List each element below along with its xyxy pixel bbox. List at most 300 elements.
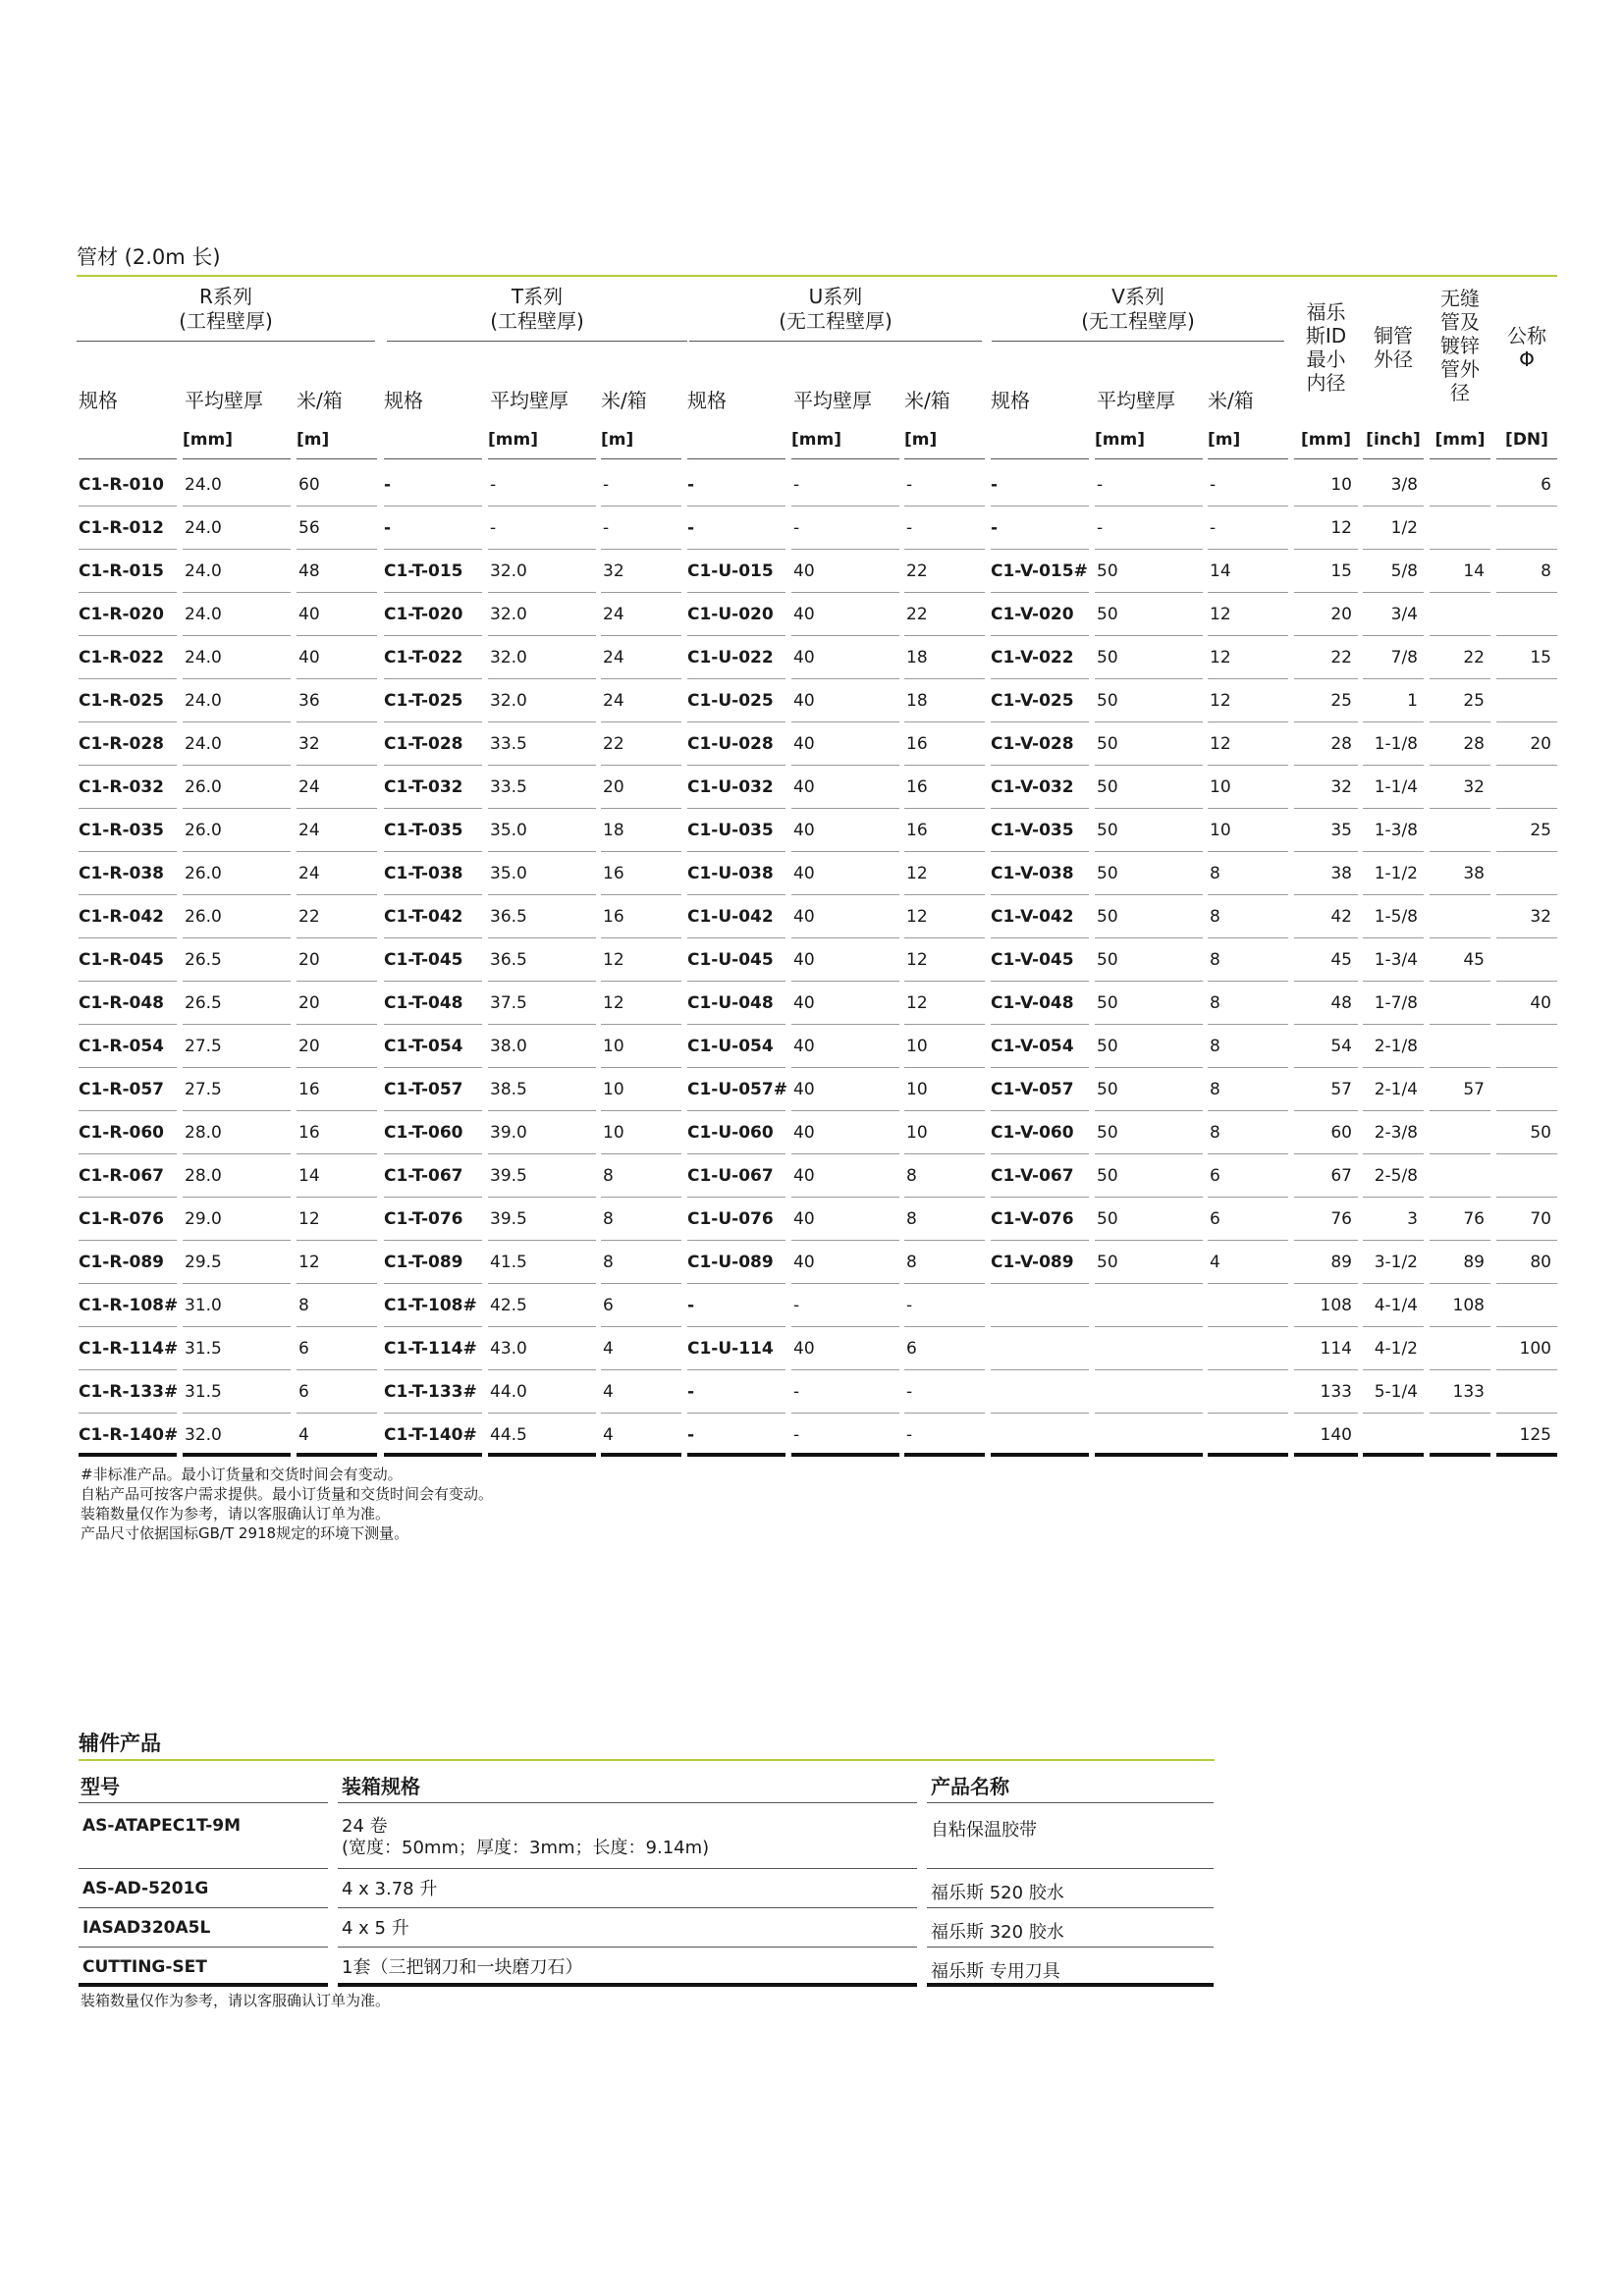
col-header-steel-pipe-od-line: 镀锌 [1440,334,1480,357]
col-header-armaflex-id-line: 最小 [1306,347,1346,371]
wall-thickness: 40 [791,982,899,1025]
spec-code: C1-T-067 [384,1154,482,1198]
nominal-dn: 40 [1496,982,1557,1025]
acc-packing [338,1908,917,1948]
series-group-header [689,285,982,334]
wall-thickness [1095,1414,1203,1457]
unit-cell-empty [991,420,1089,459]
col-header-armaflex-id-line: 福乐 [1306,300,1346,324]
armaflex-id: 12 [1294,507,1358,550]
meters-per-box: 60 [297,463,377,507]
wall-thickness: 24.0 [183,593,291,636]
wall-thickness: 40 [791,1327,899,1370]
copper-od-inch: 2-5/8 [1363,1154,1424,1198]
wall-thickness: 39.5 [488,1198,596,1241]
armaflex-id: 48 [1294,982,1358,1025]
meters-per-box: 40 [297,593,377,636]
wall-thickness: 50 [1095,1068,1203,1111]
acc-header-name: 产品名称 [931,1775,1009,1798]
wall-thickness: 31.5 [183,1370,291,1414]
col-header-steel-pipe-od-line: 管外 [1440,357,1480,381]
steel-pipe-od [1430,1414,1490,1457]
acc-model: IASAD320A5L [79,1908,328,1948]
meters-per-box: 24 [297,766,377,809]
copper-od-inch: 3-1/2 [1363,1241,1424,1284]
wall-thickness: 26.5 [183,938,291,982]
series-wall-type: (无工程壁厚) [779,309,893,333]
copper-od-inch: 2-1/8 [1363,1025,1424,1068]
meters-per-box: 40 [297,636,377,679]
spec-code: C1-V-022 [991,636,1089,679]
spec-code: C1-U-076 [687,1198,785,1241]
pipes-title-rule [77,275,1557,277]
spec-code: C1-T-025 [384,679,482,722]
spec-code: - [687,507,785,550]
meters-per-box: 16 [904,722,985,766]
spec-code: C1-R-133# [79,1370,177,1414]
pipe-note-line: 装箱数量仅作为参考，请以客服确认订单为准。 [81,1505,391,1522]
meters-per-box: 8 [1208,895,1288,938]
nominal-dn: 20 [1496,722,1557,766]
series-group-rule [689,341,982,342]
meters-per-box: 16 [904,809,985,852]
col-header-spec: 规格 [384,389,423,412]
armaflex-id: 76 [1294,1198,1358,1241]
unit-m: [m] [297,420,377,459]
steel-pipe-od: 25 [1430,679,1490,722]
series-group-header [992,285,1284,334]
meters-per-box: 24 [601,636,681,679]
wall-thickness: 27.5 [183,1068,291,1111]
meters-per-box: - [1208,507,1288,550]
armaflex-id: 38 [1294,852,1358,895]
meters-per-box: 12 [601,982,681,1025]
steel-pipe-od: 22 [1430,636,1490,679]
col-header-copper-od-line: 铜管 [1374,324,1413,347]
spec-code: C1-V-015# [991,550,1089,593]
spec-code: C1-T-038 [384,852,482,895]
spec-code: C1-V-057 [991,1068,1089,1111]
meters-per-box: 8 [601,1198,681,1241]
meters-per-box: 18 [904,679,985,722]
spec-code: C1-T-022 [384,636,482,679]
wall-thickness: 50 [1095,1025,1203,1068]
series-wall-type: (无工程壁厚) [1081,309,1195,333]
wall-thickness: 50 [1095,722,1203,766]
meters-per-box [1208,1370,1288,1414]
copper-od-inch: 1-3/8 [1363,809,1424,852]
wall-thickness: 41.5 [488,1241,596,1284]
wall-thickness: 28.0 [183,1154,291,1198]
meters-per-box: 8 [1208,852,1288,895]
unit-cell-empty [79,420,177,459]
unit-mm: [mm] [1294,420,1358,459]
spec-code: C1-U-020 [687,593,785,636]
spec-code: C1-V-045 [991,938,1089,982]
meters-per-box: 12 [1208,722,1288,766]
acc-product-name: 福乐斯 320 胶水 [927,1908,1214,1948]
spec-code: C1-R-076 [79,1198,177,1241]
meters-per-box: 18 [601,809,681,852]
wall-thickness: 40 [791,722,899,766]
spec-code: C1-R-038 [79,852,177,895]
wall-thickness [1095,1284,1203,1327]
meters-per-box: 8 [1208,1025,1288,1068]
spec-code: C1-R-114# [79,1327,177,1370]
spec-code: C1-T-060 [384,1111,482,1154]
wall-thickness: 50 [1095,593,1203,636]
steel-pipe-od: 89 [1430,1241,1490,1284]
spec-code: C1-U-028 [687,722,785,766]
copper-od-inch: 2-1/4 [1363,1068,1424,1111]
spec-code: C1-V-025 [991,679,1089,722]
meters-per-box: 32 [601,550,681,593]
meters-per-box: 12 [297,1241,377,1284]
meters-per-box: 56 [297,507,377,550]
nominal-dn [1496,1370,1557,1414]
spec-code: C1-R-032 [79,766,177,809]
wall-thickness: 35.0 [488,852,596,895]
wall-thickness: 40 [791,1198,899,1241]
series-name: R系列 [199,285,252,308]
meters-per-box: 10 [904,1068,985,1111]
spec-code: C1-U-060 [687,1111,785,1154]
spec-code: C1-R-020 [79,593,177,636]
spec-code: C1-R-025 [79,679,177,722]
steel-pipe-od: 38 [1430,852,1490,895]
spec-code: C1-T-042 [384,895,482,938]
meters-per-box [1208,1327,1288,1370]
nominal-dn: 125 [1496,1414,1557,1457]
wall-thickness: 40 [791,1111,899,1154]
wall-thickness: 50 [1095,938,1203,982]
spec-code: C1-V-020 [991,593,1089,636]
spec-code: C1-U-045 [687,938,785,982]
spec-code: C1-V-054 [991,1025,1089,1068]
copper-od-inch: 4-1/2 [1363,1327,1424,1370]
copper-od-inch: 5/8 [1363,550,1424,593]
armaflex-id: 45 [1294,938,1358,982]
copper-od-inch: 5-1/4 [1363,1370,1424,1414]
spec-code: C1-V-032 [991,766,1089,809]
wall-thickness: - [488,463,596,507]
meters-per-box: 24 [601,679,681,722]
col-header-copper-od-line: 外径 [1374,347,1413,371]
wall-thickness: 29.5 [183,1241,291,1284]
wall-thickness [1095,1370,1203,1414]
armaflex-id: 108 [1294,1284,1358,1327]
wall-thickness: - [488,507,596,550]
armaflex-id: 133 [1294,1370,1358,1414]
armaflex-id: 35 [1294,809,1358,852]
unit-mm: [mm] [791,420,899,459]
armaflex-id: 22 [1294,636,1358,679]
nominal-dn: 8 [1496,550,1557,593]
meters-per-box: - [904,1414,985,1457]
spec-code: C1-U-038 [687,852,785,895]
nominal-dn [1496,1025,1557,1068]
acc-packing [338,1948,917,1987]
wall-thickness: 24.0 [183,463,291,507]
nominal-dn [1496,938,1557,982]
meters-per-box: - [1208,463,1288,507]
nominal-dn [1496,1154,1557,1198]
unit-mm: [mm] [488,420,596,459]
spec-code: C1-V-076 [991,1198,1089,1241]
meters-per-box: 16 [601,895,681,938]
col-header-copper-od [1363,324,1424,371]
unit-mm: [mm] [1430,420,1490,459]
spec-code [991,1284,1089,1327]
wall-thickness: 40 [791,852,899,895]
col-header-steel-pipe-od-line: 径 [1450,381,1470,404]
wall-thickness: - [791,1414,899,1457]
wall-thickness: 38.0 [488,1025,596,1068]
accessories-section-title: 辅件产品 [79,1732,161,1755]
wall-thickness: 38.5 [488,1068,596,1111]
copper-od-inch: 1-1/2 [1363,852,1424,895]
acc-packing [338,1869,917,1908]
wall-thickness: 40 [791,593,899,636]
meters-per-box: 16 [601,852,681,895]
nominal-dn: 15 [1496,636,1557,679]
meters-per-box: 20 [297,982,377,1025]
acc-packing [338,1806,917,1869]
meters-per-box: 4 [1208,1241,1288,1284]
accessories-title-rule [79,1759,1215,1761]
spec-code [991,1327,1089,1370]
pipes-section-title: 管材 (2.0m 长) [77,245,221,269]
series-name: V系列 [1111,285,1164,308]
meters-per-box: 4 [601,1414,681,1457]
meters-per-box: 4 [601,1327,681,1370]
copper-od-inch: 1-3/4 [1363,938,1424,982]
spec-code: C1-T-015 [384,550,482,593]
wall-thickness: 50 [1095,1241,1203,1284]
spec-code: C1-R-060 [79,1111,177,1154]
spec-code: C1-R-022 [79,636,177,679]
wall-thickness: 40 [791,1241,899,1284]
spec-code: C1-R-140# [79,1414,177,1457]
series-wall-type: (工程壁厚) [490,309,584,333]
meters-per-box: 12 [904,938,985,982]
meters-per-box [1208,1414,1288,1457]
nominal-dn [1496,593,1557,636]
wall-thickness: 26.0 [183,895,291,938]
spec-code: C1-T-076 [384,1198,482,1241]
steel-pipe-od [1430,1154,1490,1198]
acc-header-rule [338,1802,917,1803]
acc-product-name: 自粘保温胶带 [927,1806,1214,1869]
meters-per-box: 12 [1208,636,1288,679]
meters-per-box: 6 [904,1327,985,1370]
meters-per-box: - [904,1370,985,1414]
wall-thickness: 50 [1095,1154,1203,1198]
col-header-meters-per-box: 米/箱 [297,389,343,412]
acc-header-packing: 装箱规格 [342,1775,420,1798]
steel-pipe-od [1430,895,1490,938]
meters-per-box: 8 [1208,1068,1288,1111]
spec-code: C1-R-042 [79,895,177,938]
wall-thickness: 28.0 [183,1111,291,1154]
acc-header-rule [927,1802,1214,1803]
meters-per-box: 20 [601,766,681,809]
meters-per-box: 10 [601,1025,681,1068]
meters-per-box: 16 [297,1068,377,1111]
spec-code: - [991,463,1089,507]
wall-thickness: 42.5 [488,1284,596,1327]
spec-code: C1-R-054 [79,1025,177,1068]
meters-per-box: 16 [904,766,985,809]
col-header-steel-pipe-od [1430,287,1490,404]
wall-thickness: - [791,1284,899,1327]
spec-code: C1-U-057# [687,1068,785,1111]
copper-od-inch: 1-5/8 [1363,895,1424,938]
meters-per-box: 22 [297,895,377,938]
wall-thickness: - [791,1370,899,1414]
meters-per-box: 12 [297,1198,377,1241]
meters-per-box: 6 [601,1284,681,1327]
unit-m: [m] [1208,420,1288,459]
col-header-meters-per-box: 米/箱 [1208,389,1254,412]
unit-cell-empty [687,420,785,459]
spec-code: C1-R-067 [79,1154,177,1198]
acc-header-model: 型号 [81,1775,120,1798]
wall-thickness: 50 [1095,550,1203,593]
spec-code: - [687,463,785,507]
spec-code: C1-U-032 [687,766,785,809]
spec-code: C1-R-028 [79,722,177,766]
unit-mm: [mm] [183,420,291,459]
nominal-dn [1496,679,1557,722]
acc-model: AS-AD-5201G [79,1869,328,1908]
steel-pipe-od [1430,463,1490,507]
spec-code: C1-U-067 [687,1154,785,1198]
armaflex-id: 54 [1294,1025,1358,1068]
spec-code: C1-R-035 [79,809,177,852]
meters-per-box: 6 [1208,1198,1288,1241]
wall-thickness: 26.0 [183,809,291,852]
meters-per-box: 12 [904,852,985,895]
steel-pipe-od [1430,507,1490,550]
spec-code [991,1414,1089,1457]
meters-per-box: 22 [904,593,985,636]
acc-product-name: 福乐斯 520 胶水 [927,1869,1214,1908]
meters-per-box: - [904,507,985,550]
armaflex-id: 42 [1294,895,1358,938]
nominal-dn: 6 [1496,463,1557,507]
acc-header-rule [79,1802,328,1803]
meters-per-box: 8 [904,1154,985,1198]
armaflex-id: 10 [1294,463,1358,507]
nominal-dn: 70 [1496,1198,1557,1241]
meters-per-box: 24 [297,809,377,852]
wall-thickness: 39.5 [488,1154,596,1198]
wall-thickness: 40 [791,938,899,982]
spec-code: C1-T-140# [384,1414,482,1457]
acc-packing-line: (宽度：50mm；厚度：3mm；长度：9.14m) [342,1838,710,1858]
spec-code: C1-U-022 [687,636,785,679]
meters-per-box: 12 [1208,679,1288,722]
series-name: T系列 [511,285,564,308]
wall-thickness: 26.0 [183,766,291,809]
wall-thickness: - [791,507,899,550]
meters-per-box: 8 [1208,1111,1288,1154]
series-group-rule [77,341,375,342]
spec-code: - [384,507,482,550]
meters-per-box: 10 [904,1111,985,1154]
wall-thickness: 40 [791,636,899,679]
meters-per-box: 20 [297,938,377,982]
unit-m: [m] [904,420,985,459]
spec-code: C1-R-015 [79,550,177,593]
wall-thickness [1095,1327,1203,1370]
spec-code: C1-U-048 [687,982,785,1025]
spec-code: C1-T-028 [384,722,482,766]
wall-thickness: 40 [791,1025,899,1068]
nominal-dn: 25 [1496,809,1557,852]
wall-thickness: 39.0 [488,1111,596,1154]
wall-thickness: 44.0 [488,1370,596,1414]
meters-per-box: - [904,463,985,507]
spec-code: - [991,507,1089,550]
wall-thickness: 43.0 [488,1327,596,1370]
wall-thickness: 33.5 [488,722,596,766]
col-header-armaflex-id-line: 斯ID [1305,324,1347,347]
spec-code: C1-U-042 [687,895,785,938]
meters-per-box: 8 [601,1241,681,1284]
meters-per-box: 8 [601,1154,681,1198]
acc-model: CUTTING-SET [79,1948,328,1987]
spec-code: C1-R-012 [79,507,177,550]
meters-per-box: - [904,1284,985,1327]
nominal-dn [1496,1284,1557,1327]
acc-model: AS-ATAPEC1T-9M [79,1806,328,1869]
acc-product-name: 福乐斯 专用刀具 [927,1948,1214,1987]
meters-per-box: 4 [601,1370,681,1414]
wall-thickness: 31.5 [183,1327,291,1370]
copper-od-inch [1363,1414,1424,1457]
meters-per-box: 32 [297,722,377,766]
copper-od-inch: 3 [1363,1198,1424,1241]
spec-code: C1-U-025 [687,679,785,722]
meters-per-box: 10 [1208,766,1288,809]
meters-per-box: 6 [1208,1154,1288,1198]
spec-code: C1-V-060 [991,1111,1089,1154]
col-header-wall-thickness: 平均壁厚 [490,389,568,412]
wall-thickness: 26.0 [183,852,291,895]
nominal-dn [1496,766,1557,809]
series-group-rule [387,341,687,342]
meters-per-box: 12 [601,938,681,982]
wall-thickness: - [1095,507,1203,550]
wall-thickness: 50 [1095,1111,1203,1154]
wall-thickness: 24.0 [183,550,291,593]
spec-code: C1-T-057 [384,1068,482,1111]
wall-thickness: 40 [791,766,899,809]
unit-inch: [inch] [1363,420,1424,459]
meters-per-box: 12 [904,895,985,938]
meters-per-box: 24 [297,852,377,895]
nominal-dn [1496,507,1557,550]
col-header-wall-thickness: 平均壁厚 [1097,389,1175,412]
copper-od-inch: 1-7/8 [1363,982,1424,1025]
spec-code: C1-T-020 [384,593,482,636]
col-header-nominal-dn-line: Φ [1519,347,1535,371]
spec-code: - [687,1370,785,1414]
nominal-dn: 80 [1496,1241,1557,1284]
series-group-header [387,285,687,334]
